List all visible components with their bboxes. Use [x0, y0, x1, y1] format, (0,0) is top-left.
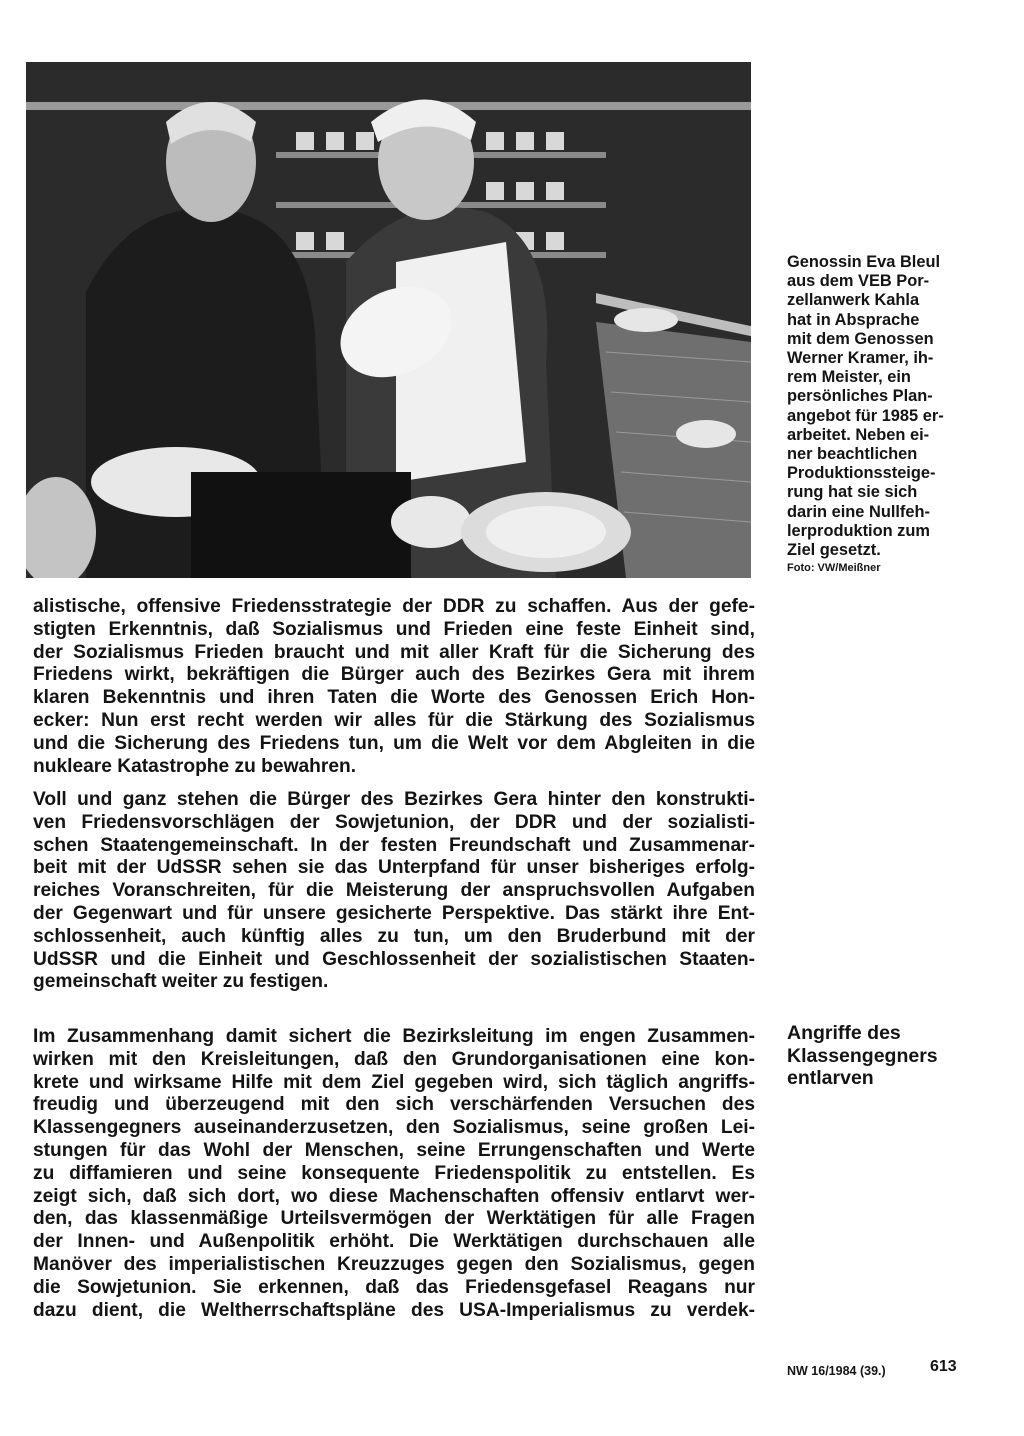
text-line: den, das klassenmäßige Urteilsvermögen der Werktätigen für alle Fragen: [33, 1208, 755, 1230]
text-line: zeigt sich, daß sich dort, wo diese Machenschaften offensiv entlarvt wer-: [33, 1185, 755, 1207]
text-line: ecker: Nun erst recht werden wir alles für die Stärkung des Sozialismus: [33, 709, 755, 731]
text-line: gemeinschaft weiter zu festigen.: [33, 971, 329, 993]
text-line: und die Sicherung des Friedens tun, um die Welt vor dem Abgleiten in die: [33, 732, 755, 754]
text-line: zu diffamieren und seine konsequente Friedenspolitik zu entstellen. Es: [33, 1162, 755, 1184]
heading-line: entlarven: [787, 1067, 874, 1089]
caption-line: mit dem Genossen: [787, 329, 934, 348]
news-photo: [26, 62, 751, 578]
side-heading: [787, 1022, 1007, 1090]
text-line: UdSSR und die Einheit und Geschlossenheit der sozialistischen Staaten-: [33, 948, 755, 970]
issue-reference: NW 16/1984 (39.): [787, 1364, 886, 1378]
caption-line: aus dem VEB Por-: [787, 272, 930, 291]
text-line: ven Friedensvorschlägen der Sowjetunion, der DDR und der sozialisti-: [33, 811, 755, 833]
text-line: nukleare Katastrophe zu bewahren.: [33, 755, 357, 777]
text-line: schlossenheit, auch künftig alles zu tun, um den Bruderbund mit der: [33, 925, 755, 947]
text-line: krete und wirksame Hilfe mit dem Ziel gegeben wird, sich täglich angriffs-: [33, 1071, 755, 1093]
text-line: die Sowjetunion. Sie erkennen, daß das Friedensgefasel Reagans nur: [33, 1276, 755, 1298]
text-line: stigten Erkenntnis, daß Sozialismus und Frieden eine feste Einheit sind,: [33, 618, 755, 640]
photo-caption: [787, 253, 987, 560]
caption-line: Produktionssteige-: [787, 464, 936, 483]
text-line: freudig und überzeugend mit den sich verschärfenden Versuchen des: [33, 1094, 755, 1116]
caption-line: Werner Kramer, ih-: [787, 349, 934, 368]
text-line: reiches Voranschreiten, für die Meisterung der anspruchsvollen Aufgaben: [33, 880, 755, 902]
text-line: Voll und ganz stehen die Bürger des Bezirkes Gera hinter den konstrukti-: [33, 789, 755, 810]
heading-line: Angriffe des: [787, 1022, 901, 1044]
body-paragraph-1: [33, 596, 755, 778]
caption-line: persönliches Plan-: [787, 387, 933, 406]
text-line: dazu dient, die Weltherrschaftspläne des USA-Imperialismus zu verdek-: [33, 1299, 755, 1321]
text-line: wirken mit den Kreisleitungen, daß den Grundorganisationen eine kon-: [33, 1048, 755, 1070]
body-paragraph-3: [33, 1026, 755, 1322]
caption-line: arbeitet. Neben ei-: [787, 425, 930, 444]
text-line: der Sozialismus Frieden braucht und mit aller Kraft für die Sicherung des: [33, 641, 755, 663]
text-line: schen Staatengemeinschaft. In der festen Freundschaft und Zusammenar-: [33, 834, 755, 856]
caption-line: Genossin Eva Bleul: [787, 253, 941, 271]
heading-line: Klassengegners: [787, 1044, 938, 1067]
photo-credit: Foto: VW/Meißner: [787, 562, 881, 574]
page-number: 613: [930, 1358, 957, 1375]
caption-line: hat in Absprache: [787, 310, 920, 329]
text-line: alistische, offensive Friedensstrategie der DDR zu schaffen. Aus der gefe-: [33, 596, 755, 617]
body-paragraph-2: [33, 789, 755, 994]
text-line: beit mit der UdSSR sehen sie das Unterpfand für unser bisheriges erfolg-: [33, 857, 755, 879]
text-line: stungen für das Wohl der Menschen, seine Errungenschaften und Werte: [33, 1139, 755, 1161]
caption-line: rung hat sie sich: [787, 483, 918, 502]
caption-line: angebot für 1985 er-: [787, 406, 944, 425]
caption-line: zellanwerk Kahla: [787, 291, 920, 310]
caption-line: darin eine Nullfeh-: [787, 502, 930, 521]
text-line: Klassengegners auseinanderzusetzen, den Sozialismus, seine großen Lei-: [33, 1117, 755, 1139]
caption-line: ner beachtlichen: [787, 445, 918, 464]
text-line: Friedens wirkt, bekräftigen die Bürger auch des Bezirkes Gera mit ihrem: [33, 664, 755, 686]
text-line: Im Zusammenhang damit sichert die Bezirksleitung im engen Zusammen-: [33, 1026, 755, 1047]
text-line: klaren Bekenntnis und ihren Taten die Worte des Genossen Erich Hon-: [33, 687, 755, 709]
text-line: der Gegenwart und für unsere gesicherte Perspektive. Das stärkt ihre Ent-: [33, 902, 755, 924]
text-line: der Innen- und Außenpolitik erhöht. Die Werktätigen durchschauen alle: [33, 1231, 755, 1253]
caption-line: Ziel gesetzt.: [787, 541, 881, 560]
text-line: Manöver des imperialistischen Kreuzzuges gegen den Sozialismus, gegen: [33, 1253, 755, 1275]
caption-line: lerproduktion zum: [787, 521, 930, 540]
caption-line: rem Meister, ein: [787, 368, 911, 387]
photo-icon: [26, 62, 751, 578]
